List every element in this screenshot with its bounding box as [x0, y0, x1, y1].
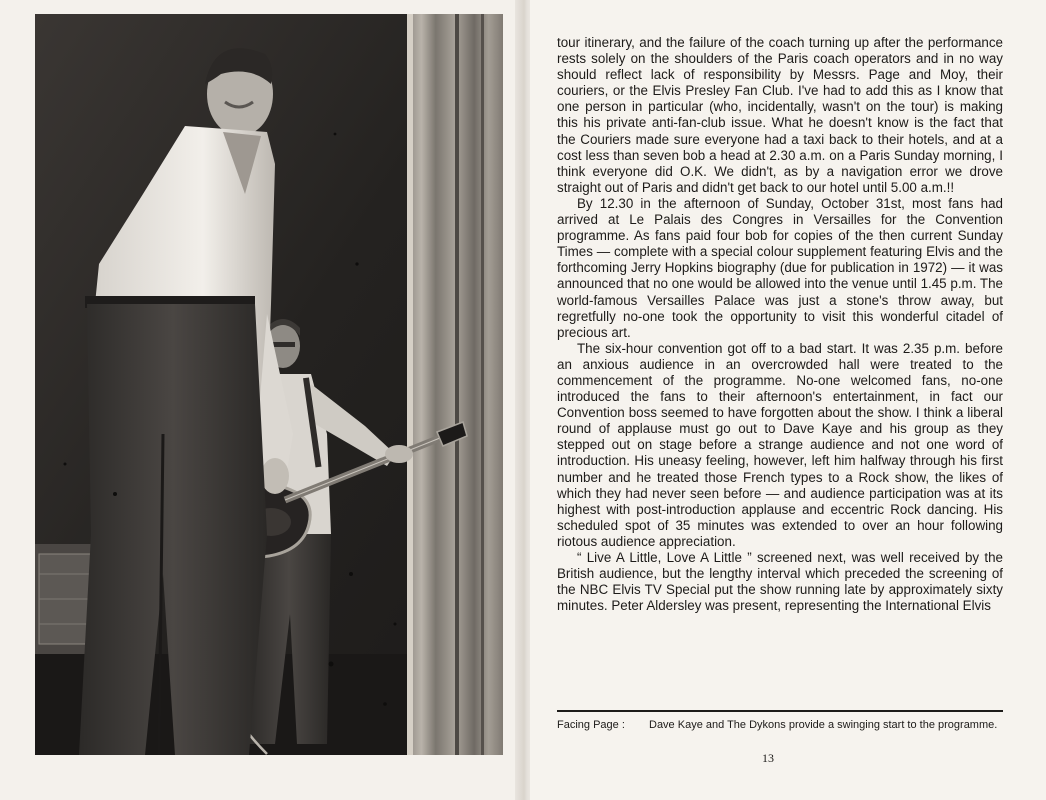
paragraph-4: “ Live A Little, Love A Little ” screened next, was well received by the British audience, but the lengthy interval which preceded the screening of the NBC Elvis TV Special put the show running late by approximately sixty minutes. Peter Aldersley was present, representing the International Elvis	[557, 550, 1003, 614]
left-page	[0, 0, 522, 800]
paragraph-3: The six-hour convention got off to a bad start. It was 2.35 p.m. before an anxious audience in an overcrowded hall were treated to the commencement of the programme. No-one welcomed fans, no-one introduced the fans to their afternoon's entertainment, in fact our Convention boss seemed to have forgotten about the show. I think a liberal round of applause must go out to Dave Kaye and his group as they stepped out on stage before a strange audience and not one word of introduction. His uneasy feeling, however, left him halfway through his first number and he treated those French types to a Rock show, the likes of which they had never seen before — and audience participation was at its highest with post-introduction applause and eccentric Rock dancing. His scheduled spot of 35 minutes was extended to over an hour following riotous audience appreciation.	[557, 340, 1003, 549]
caption-text: Dave Kaye and The Dykons provide a swinging start to the programme.	[649, 719, 998, 731]
concert-photo	[35, 14, 503, 755]
paragraph-2: By 12.30 in the afternoon of Sunday, October 31st, most fans had arrived at Le Palais des Congres in Versailles for the Convention programme. As fans paid four bob for copies of the then current Sunday Times — complete with a special colour supplement featuring Elvis and the forthcoming Jerry Hopkins biography (due for publication in 1972) — it was announced that no one would be allowed into the venue until 1.45 p.m. The world-famous Versailles Palace was just a stone's throw away, but regretfully no-one took the opportunity to visit this wonderful citadel of precious art.	[557, 195, 1003, 340]
article-body	[557, 35, 1003, 614]
paragraph-1: tour itinerary, and the failure of the coach turning up after the performance rests solely on the shoulders of the Paris coach operators and in no way should reflect lack of responsibility by Messrs. Page and Moy, their couriers, or the Elvis Presley Fan Club. I've had to add this as I know that one person in particular (who, incidentally, wasn't on the tour) is making this his private anti-fan-club issue. What he doesn't know is the fact that the Couriers made sure everyone had a taxi back to their hotels, and at a cost less than seven bob a head at 2.30 a.m. on a Paris Sunday morning, I think everyone did O.K. We didn't, as by a navigation error we drove straight out of Paris and didn't get back to our hotel until 5.00 a.m.!!	[557, 35, 1003, 195]
caption-rule	[557, 710, 1003, 712]
caption-label: Facing Page :	[557, 719, 625, 731]
page-number: 13	[762, 751, 774, 765]
photo-caption	[557, 719, 1003, 732]
